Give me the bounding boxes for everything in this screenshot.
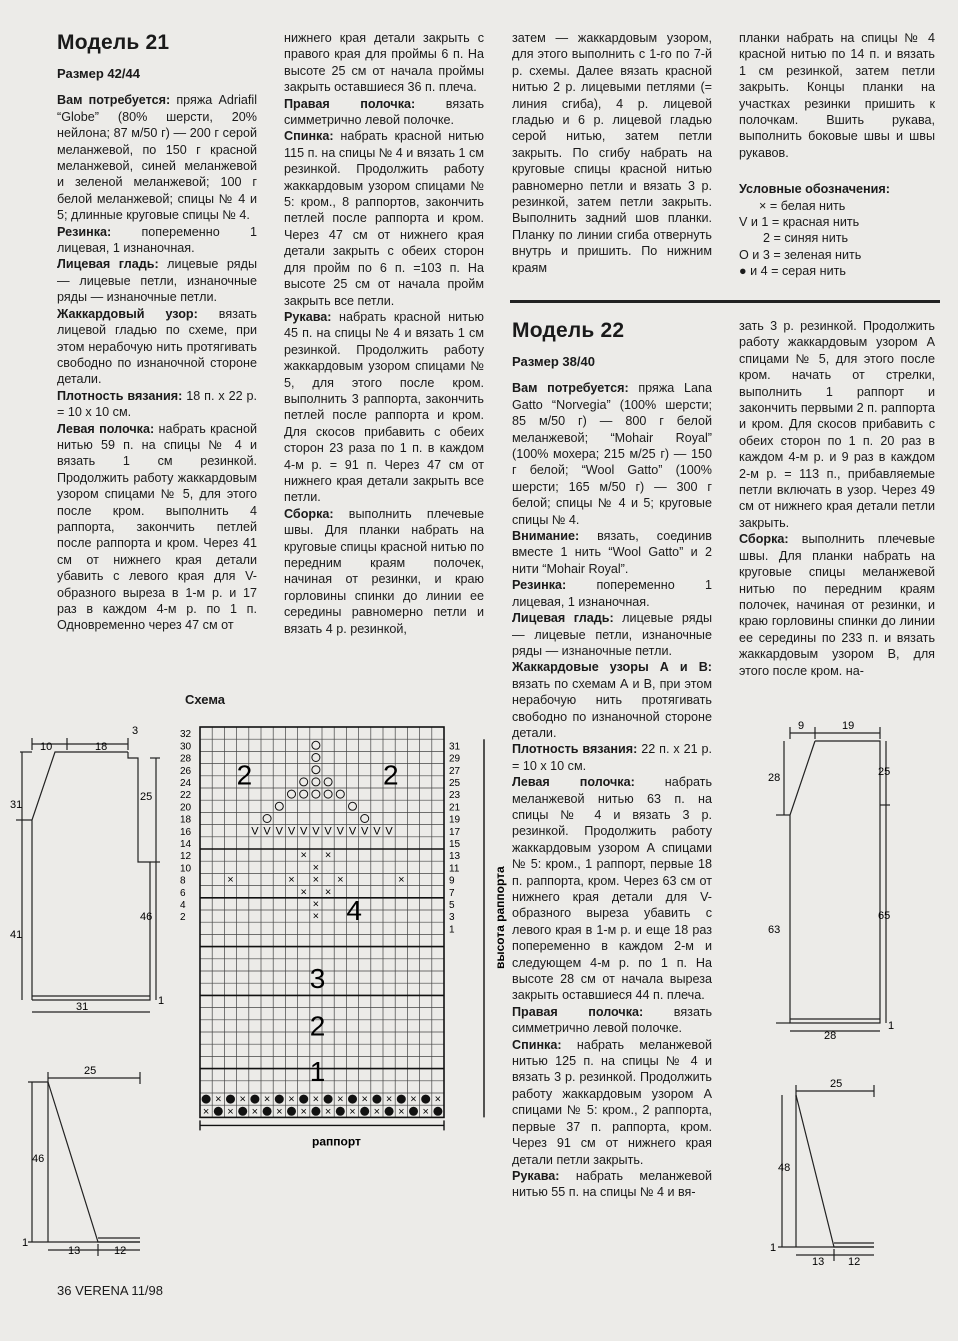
model21-col4-text	[739, 30, 935, 161]
cross-mark: ×	[227, 1105, 234, 1118]
paragraph-label: Вам потребуется:	[57, 93, 171, 108]
paragraph-label: Левая полочка:	[57, 421, 155, 436]
model22-col3	[512, 318, 712, 1201]
dim-9: 9	[798, 720, 805, 732]
paragraph	[57, 92, 257, 223]
row-number-right: 15	[449, 839, 461, 850]
cross-mark: ×	[324, 886, 332, 899]
model21-title: Модель 21	[57, 31, 170, 54]
cross-mark: ×	[300, 886, 307, 899]
row-number-left: 12	[180, 851, 192, 863]
dim-13: 13	[68, 1245, 81, 1257]
paragraph-text: лицевые ряды — лицевые петли, изнаночные ряды — изнаночные петли.	[57, 257, 257, 305]
dot-mark	[397, 1095, 406, 1104]
dot-mark	[421, 1095, 430, 1104]
cross-mark: ×	[398, 1105, 405, 1118]
paragraph-text: набрать меланжевой нитью 63 п. на спицы № 4 и вязать 3 р. резинкой. Продолжить работу жаккардовым узором А спицами № 5: кром., 1 раппорт, первые 18 п. раппорта, кром. Через 63 см от нижнего края детали для V-образного выреза убавить с левого края в 1-м р. и еще 18 раз попеременно в каждом 2-м и следующем 4-м р. по 1 п. На высоте 28 см от начала выреза закрыть оставшиеся 44 п. плеча.	[512, 775, 713, 1003]
dim-1: 1	[22, 1237, 29, 1249]
model21-col1-text	[57, 92, 257, 633]
row-number-right: 21	[449, 802, 461, 814]
dot-mark	[263, 1107, 272, 1116]
paragraph-text: 22 п. х 21 р. = 10 х 10 см.	[512, 742, 712, 773]
dim-31-bottom: 31	[76, 1001, 89, 1013]
cross-mark: ×	[312, 898, 320, 911]
dim-28-left: 28	[768, 772, 781, 784]
model22-size: Размер 38/40	[512, 354, 595, 369]
cross-mark: ×	[276, 1105, 283, 1118]
model22-front-pattern	[760, 715, 900, 1045]
row-number-left: 4	[180, 900, 186, 911]
row-number-right: 17	[449, 826, 461, 838]
paragraph	[512, 30, 712, 276]
model22-col4	[739, 318, 935, 679]
row-number-left: 8	[180, 875, 186, 887]
paragraph-text: нижнего края детали закрыть с правого края для проймы 6 п. На высоте 25 см от начала проймы закрыть оставшиеся 36 п. плеча.	[284, 31, 484, 95]
circle-mark	[349, 802, 357, 810]
paragraph	[512, 1004, 712, 1037]
paragraph	[57, 388, 257, 421]
cross-mark: ×	[422, 1105, 429, 1118]
circle-mark	[324, 778, 332, 786]
cross-mark: ×	[312, 874, 320, 887]
row-number-right: 7	[449, 887, 455, 899]
dim-18: 18	[95, 741, 108, 753]
row-number-left: 6	[180, 887, 186, 899]
paragraph-label: Сборка:	[284, 506, 334, 521]
circle-mark	[288, 790, 296, 798]
paragraph	[57, 256, 257, 305]
dot-mark	[348, 1095, 357, 1104]
cross-mark: ×	[288, 874, 295, 887]
paragraph	[512, 610, 712, 659]
paragraph	[739, 531, 935, 679]
paragraph-label: Сборка:	[739, 532, 789, 547]
dot-mark	[372, 1095, 381, 1104]
legend-title: Условные обозначения:	[739, 182, 890, 197]
paragraph	[284, 506, 484, 637]
dim-25: 25	[140, 791, 153, 803]
dim-46: 46	[32, 1153, 45, 1165]
dot-mark	[214, 1107, 223, 1116]
dim-25: 25	[830, 1078, 843, 1090]
cross-mark: ×	[215, 1093, 222, 1106]
zone-label: 2	[309, 1010, 326, 1042]
cross-mark: ×	[410, 1093, 417, 1106]
paragraph-text: вязать симметрично левой полочке.	[284, 96, 485, 128]
cross-mark: ×	[312, 1093, 320, 1106]
paragraph-label: Вам потребуется:	[512, 381, 629, 396]
row-number-right: 23	[449, 790, 461, 802]
v-mark: V	[336, 825, 344, 838]
row-number-left: 30	[180, 741, 192, 753]
paragraph	[512, 577, 712, 610]
row-number-right: 29	[449, 753, 461, 765]
circle-mark	[300, 790, 308, 798]
paragraph-text: попеременно 1 лицевая, 1 изнаночная.	[57, 224, 257, 256]
model21-sleeve-pattern	[22, 1060, 162, 1260]
dot-mark	[226, 1095, 235, 1104]
dim-19: 19	[842, 720, 855, 732]
row-number-right: 19	[449, 814, 461, 826]
dot-mark	[360, 1107, 369, 1116]
paragraph-label: Резинка:	[57, 224, 112, 239]
legend-row-gray: ● и 4 = серая нить	[739, 264, 846, 279]
row-number-right: 9	[449, 875, 455, 887]
cross-mark: ×	[239, 1093, 246, 1106]
circle-mark	[263, 815, 271, 823]
dim-12: 12	[114, 1245, 127, 1257]
model22-col3-text	[512, 380, 712, 1200]
v-mark: V	[361, 825, 369, 838]
paragraph-text: выполнить плечевые швы. Для планки набрать на круговые спицы меланжевой нитью по передним краям полочек, начиная от резинки, и краю горловины спинки до линии ее середины по 233 п. и вязать жаккардовым узором В, для этого после кром. на-	[739, 532, 935, 678]
model21-col3-text	[512, 30, 712, 276]
cross-mark: ×	[337, 1093, 344, 1106]
v-mark: V	[251, 825, 259, 838]
paragraph-text: затем — жаккардовым узором, для этого выполнить с 1-го по 7-й р. схемы. Далее вязать красной нитью 2 р. лицевыми петлями (= линия сгиба), 4 р. лицевой гладью и 6 р. лицевой гладью серой нитью, затем петли закрыть. По сгибу набрать на круговые спицы красной нитью равномерно петли и вязать 3 р. резинкой, затем петли закрыть. Выполнить задний шов планки. Планку по линии сгиба отвернуть внутрь и пришить. По нижним краям	[512, 31, 712, 275]
paragraph-text: вязать по схемам А и В, при этом нерабочую нить протягивать свободно по изнаночной стороне детали.	[512, 676, 712, 740]
paragraph-text: набрать красной нитью 59 п. на спицы № 4 и вязать 1 см резинкой. Продолжить работу жаккардовым узором спицами № 5, для этого после кром. выполнить 4 раппорта, закончить петлей после раппорта и кром. Через 41 см от нижнего края детали убавить с левого края для V-образного выреза в 1-м р. и 17 раз в каждом 4-м р. по 1 п. Одновременно через 47 см от	[57, 421, 257, 633]
cross-mark: ×	[312, 861, 320, 874]
circle-mark	[361, 815, 369, 823]
section-divider	[510, 300, 940, 303]
paragraph-text: набрать меланжевой нитью 125 п. на спицы № 4 и вязать 3 р. резинкой. Продолжить работу жаккардовым узором А спицами № 5: кром., 2 раппорта, первые 37 п. раппорта, кром. Через 91 см от нижнего края детали петли закрыть.	[512, 1037, 712, 1167]
dot-mark	[250, 1095, 259, 1104]
dim-3: 3	[132, 725, 139, 737]
paragraph	[512, 659, 712, 741]
circle-mark	[312, 741, 320, 749]
paragraph-label: Внимание:	[512, 529, 580, 544]
dot-mark	[275, 1095, 284, 1104]
zone-label: 2	[383, 759, 399, 791]
circle-mark	[336, 790, 344, 798]
row-number-left: 28	[180, 753, 192, 765]
cross-mark: ×	[312, 910, 320, 923]
paragraph	[284, 128, 484, 308]
cross-mark: ×	[324, 849, 332, 862]
dot-mark	[287, 1107, 296, 1116]
circle-mark	[275, 802, 283, 810]
cross-mark: ×	[251, 1105, 259, 1118]
model21-col3	[512, 30, 712, 276]
model22-sleeve-pattern	[768, 1075, 888, 1275]
row-number-left: 22	[180, 790, 192, 802]
row-number-right: 11	[449, 863, 460, 875]
paragraph-label: Правая полочка:	[284, 96, 416, 111]
cross-mark: ×	[373, 1105, 381, 1118]
dim-25: 25	[84, 1065, 97, 1077]
dim-10: 10	[40, 741, 53, 753]
paragraph-label: Левая полочка:	[512, 775, 635, 790]
schema-title: Схема	[185, 692, 226, 707]
paragraph-text: набрать красной нитью 45 п. на спицы № 4 и вязать 1 см резинкой. Продолжить работу жаккардовым узором спицами № 5, для этого после кром. выполнить 3 раппорта, закончить петлей после раппорта и кром. Для скосов прибавить с обеих сторон 23 раза по 1 п. в каждом 4-м р. = 91 п. Через 47 см от нижнего края детали закрыть все петли.	[284, 309, 484, 505]
v-mark: V	[348, 825, 357, 838]
paragraph-label: Жаккардовые узоры А и В:	[512, 660, 712, 675]
cross-mark: ×	[263, 1093, 271, 1106]
row-number-right: 27	[449, 765, 461, 777]
model21-col2-text	[284, 30, 484, 637]
row-number-right: 1	[449, 924, 455, 936]
paragraph	[57, 421, 257, 634]
paragraph-text: вязать, соединив вместе 1 нить “Wool Gatto” и 2 нити “Mohair Royal”.	[512, 529, 712, 576]
zone-label: 3	[309, 963, 326, 995]
cross-mark: ×	[288, 1093, 295, 1106]
row-number-right: 5	[449, 900, 455, 911]
cross-mark: ×	[324, 1105, 332, 1118]
paragraph-label: Лицевая гладь:	[57, 257, 159, 272]
dim-28-bottom: 28	[824, 1030, 837, 1042]
row-number-left: 2	[180, 912, 186, 924]
page-footer: 36 VERENA 11/98	[57, 1283, 163, 1298]
row-number-left: 26	[180, 765, 192, 777]
v-mark: V	[312, 825, 320, 838]
v-mark: V	[275, 825, 283, 838]
dot-mark	[238, 1107, 247, 1116]
circle-mark	[300, 778, 308, 786]
row-number-right: 13	[449, 851, 461, 863]
paragraph	[57, 306, 257, 388]
paragraph-text: вязать лицевой гладью по схеме, при этом нерабочую нить протягивать свободно по изнаночной стороне детали.	[57, 306, 257, 387]
paragraph-text: выполнить плечевые швы. Для планки набрать на круговые спицы красной нитью по передним краям полочек, начиная от резинки, и краю горловины спинки до линии ее середины равномерно петли и вязать 4 р. резинкой,	[284, 506, 484, 636]
paragraph	[57, 224, 257, 257]
dim-41: 41	[10, 929, 23, 941]
dim-46: 46	[140, 911, 153, 923]
dot-mark	[324, 1095, 333, 1104]
paragraph	[512, 1168, 712, 1201]
dim-31-left: 31	[10, 799, 23, 811]
cross-mark: ×	[398, 874, 405, 887]
v-mark: V	[373, 825, 381, 838]
circle-mark	[312, 766, 320, 774]
paragraph-label: Лицевая гладь:	[512, 611, 614, 626]
paragraph	[512, 774, 712, 1004]
paragraph-label: Спинка:	[284, 129, 334, 144]
paragraph-text: вязать симметрично левой полочке.	[512, 1004, 713, 1036]
paragraph-text: 18 п. х 22 р. = 10 х 10 см.	[57, 388, 257, 420]
paragraph	[512, 741, 712, 774]
paragraph	[284, 30, 484, 96]
paragraph-label: Спинка:	[512, 1037, 562, 1052]
paragraph-text: пряжа Lana Gatto “Norvegia” (100% шерсти; 85 м/50 г) — 800 г белой меланжевой; “Mohair Royal” (100% мохера; 215 м/25 г) — 150 г белой; “Wool Gatto” (100% шерсти; 165 м/50 г) — 300 г белой; спицы № 4 и 5; круговые спицы № 4.	[512, 381, 712, 527]
row-number-left: 14	[180, 839, 192, 850]
cross-mark: ×	[361, 1093, 368, 1106]
paragraph-label: Плотность вязания:	[512, 742, 638, 757]
model22-col4-text	[739, 318, 935, 679]
dim-12: 12	[848, 1256, 861, 1268]
row-number-right: 31	[449, 741, 461, 753]
zone-label: 2	[236, 759, 253, 791]
paragraph-text: зать 3 р. резинкой. Продолжить работу жаккардовым узором А спицами № 5, для этого после кром. начать от стрелки, выполнить 1 раппорт и закончить первыми 2 п. раппорта и кром. Для скосов прибавить с обеих сторон по 1 п. 20 раз в каждом 4-м р. и 9 раз в каждом 2-м р. = 113 п., прибавляемые петли включать в узор. Через 49 см от нижнего края детали петли закрыть.	[739, 319, 935, 530]
circle-mark	[324, 790, 332, 798]
paragraph-label: Жаккардовый узор:	[57, 306, 198, 321]
rapport-label: раппорт	[312, 1134, 361, 1149]
cross-mark: ×	[434, 1093, 442, 1106]
circle-mark	[312, 790, 320, 798]
cross-mark: ×	[349, 1105, 356, 1118]
dot-mark	[311, 1107, 320, 1116]
dot-mark	[433, 1107, 442, 1116]
zone-label: 1	[309, 1055, 326, 1087]
paragraph	[512, 380, 712, 528]
paragraph	[284, 309, 484, 506]
dim-65: 65	[878, 910, 891, 922]
height-label: высота раппорта	[493, 866, 507, 970]
legend-row-white: × = белая нить	[759, 198, 846, 213]
model22-title: Модель 22	[512, 319, 625, 342]
dim-25: 25	[878, 766, 891, 778]
legend-row-red: V и 1 = красная нить	[739, 215, 860, 230]
model21-col1	[57, 30, 257, 634]
v-mark: V	[263, 825, 271, 838]
paragraph-label: Резинка:	[512, 578, 567, 593]
paragraph-label: Рукава:	[512, 1168, 560, 1183]
legend	[739, 181, 935, 279]
paragraph-text: набрать красной нитью 115 п. на спицы № 4 и вязать 1 см резинкой. Продолжить работу жаккардовым узором спицами № 5: кром., 8 раппортов, закончить петлей после раппорта и кром. Через 47 см от нижнего края детали закрыть с обеих сторон для пройм по 6 п. =103 п. На высоте 25 см от начала пройм закрыть все петли.	[284, 129, 484, 308]
paragraph-text: пряжа Adriafil “Globe” (80% шерсти, 20% нейлона; 87 м/50 г) — 200 г серой меланжевой, по 150 г красной меланжевой, синей меланжевой и зеленой меланжевой; 100 г белой меланжевой; спицы № 4 и 5; длинные круговые спицы № 4.	[57, 93, 257, 223]
row-number-left: 18	[180, 814, 192, 826]
knitting-schema	[178, 715, 507, 1270]
cross-mark: ×	[385, 1093, 393, 1106]
model21-size: Размер 42/44	[57, 66, 140, 81]
row-number-right: 3	[449, 912, 455, 924]
dot-mark	[336, 1107, 345, 1116]
dim-1: 1	[158, 995, 165, 1007]
paragraph	[739, 318, 935, 531]
dot-mark	[202, 1095, 211, 1104]
circle-mark	[312, 754, 320, 762]
dot-mark	[299, 1095, 308, 1104]
cross-mark: ×	[300, 849, 307, 862]
paragraph	[739, 30, 935, 161]
legend-row-blue: 2 = синяя нить	[763, 231, 849, 246]
cross-mark: ×	[227, 874, 234, 887]
paragraph-text: попеременно 1 лицевая, 1 изнаночная.	[512, 578, 712, 609]
v-mark: V	[300, 825, 308, 838]
circle-mark	[312, 778, 320, 786]
cross-mark: ×	[337, 874, 344, 887]
row-number-left: 10	[180, 863, 192, 875]
dim-63: 63	[768, 924, 781, 936]
dim-13: 13	[812, 1256, 825, 1268]
paragraph-label: Правая полочка:	[512, 1004, 644, 1019]
row-number-left: 32	[180, 729, 192, 741]
cross-mark: ×	[202, 1105, 210, 1118]
cross-mark: ×	[300, 1105, 307, 1118]
row-number-left: 16	[180, 826, 192, 838]
model21-col4	[739, 30, 935, 280]
dim-1: 1	[770, 1242, 777, 1254]
v-mark: V	[287, 825, 296, 838]
paragraph-text: планки набрать на спицы № 4 красной нитью по 14 п. и вязать 1 см резинкой, затем петли закрыть. Концы планки на участках резинки пришить к полочкам. Вшить рукава, выполнить боковые швы и швы рукавов.	[739, 31, 935, 160]
dot-mark	[409, 1107, 418, 1116]
paragraph-label: Рукава:	[284, 309, 332, 324]
paragraph-text: лицевые ряды — лицевые петли, изнаночные ряды — изнаночные петли.	[512, 611, 712, 658]
row-number-left: 24	[180, 778, 192, 789]
row-number-left: 20	[180, 802, 192, 814]
dim-1: 1	[888, 1020, 895, 1032]
dot-mark	[385, 1107, 394, 1116]
paragraph	[284, 96, 484, 129]
dim-48: 48	[778, 1162, 791, 1174]
row-number-right: 25	[449, 778, 461, 789]
paragraph-text: набрать меланжевой нитью 55 п. на спицы № 4 и вя-	[512, 1168, 712, 1200]
v-mark: V	[385, 825, 393, 838]
model21-front-pattern	[10, 720, 170, 1013]
paragraph	[512, 1037, 712, 1168]
legend-row-green: O и 3 = зеленая нить	[739, 247, 862, 262]
paragraph	[512, 528, 712, 577]
paragraph-label: Плотность вязания:	[57, 388, 183, 403]
model21-col2	[284, 30, 484, 637]
zone-label: 4	[346, 894, 362, 926]
v-mark: V	[324, 825, 332, 838]
